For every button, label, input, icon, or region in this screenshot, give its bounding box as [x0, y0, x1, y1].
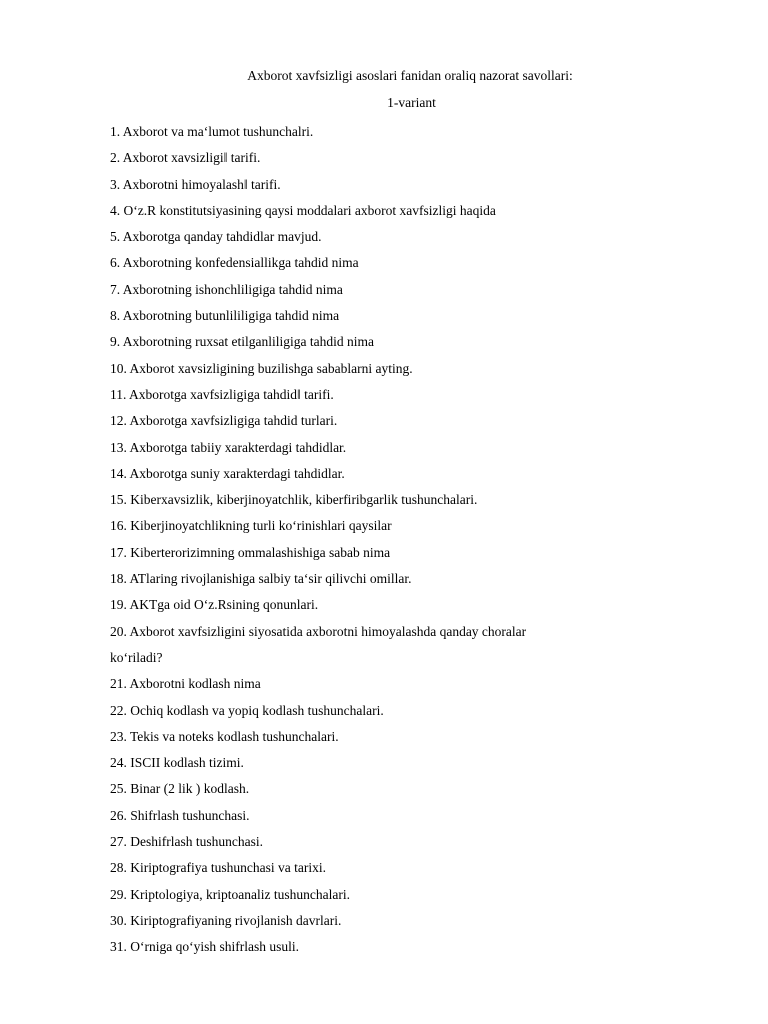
- question-item: 25. Binar (2 lik ) kodlash.: [110, 781, 250, 797]
- question-item: 18. ATlaring rivojlanishiga salbiy ta‘sir qilivchi omillar.: [110, 571, 412, 587]
- question-item: 24. ISCII kodlash tizimi.: [110, 755, 244, 771]
- question-item: 15. Kiberxavsizlik, kiberjinoyatchlik, kiberfiribgarlik tushunchalari.: [110, 492, 478, 508]
- question-item: 6. Axborotning konfedensiallikga tahdid nima: [110, 255, 359, 271]
- question-item: 20. Axborot xavfsizligini siyosatida axborotni himoyalashda qanday choralar: [110, 623, 527, 639]
- question-item: 23. Tekis va noteks kodlash tushunchalari.: [110, 728, 339, 744]
- question-list: [110, 119, 670, 961]
- question-item: 22. Ochiq kodlash va yopiq kodlash tushunchalari.: [110, 702, 384, 718]
- question-item: 16. Kiberjinoyatchlikning turli ko‘rinishlari qaysilar: [110, 518, 392, 534]
- question-item: 13. Axborotga tabiiy xarakterdagi tahdidlar.: [110, 439, 347, 455]
- question-item: 30. Kiriptografiyaning rivojlanish davrlari.: [110, 912, 342, 928]
- question-item: 11. Axborotga xavfsizligiga tahdid‖ tarifi.: [110, 386, 334, 402]
- question-item: 12. Axborotga xavfsizligiga tahdid turlari.: [110, 413, 338, 429]
- question-item: 14. Axborotga suniy xarakterdagi tahdidlar.: [110, 465, 345, 481]
- question-item: 5. Axborotga qanday tahdidlar mavjud.: [110, 229, 322, 245]
- question-item-continuation: ko‘riladi?: [110, 649, 163, 665]
- question-item: 29. Kriptologiya, kriptoanaliz tushunchalari.: [110, 886, 350, 902]
- question-item: 27. Deshifrlash tushunchasi.: [110, 834, 263, 850]
- question-item: 1. Axborot va ma‘lumot tushunchalri.: [110, 124, 314, 139]
- question-item: 28. Kiriptografiya tushunchasi va tarixi.: [110, 860, 326, 876]
- document-title: Axborot xavfsizligi asoslari fanidan oraliq nazorat savollari:: [247, 68, 573, 83]
- question-item: 2. Axborot xavsizligi‖ tarifi.: [110, 150, 261, 166]
- question-item: 3. Axborotni himoyalash‖ tarifi.: [110, 176, 281, 192]
- question-item: 8. Axborotning butunlililigiga tahdid nima: [110, 308, 340, 324]
- question-item: 19. AKTga oid O‘z.Rsining qonunlari.: [110, 597, 319, 613]
- question-item: 7. Axborotning ishonchliligiga tahdid nima: [110, 281, 343, 297]
- question-item: 31. O‘rniga qo‘yish shifrlash usuli.: [110, 939, 299, 955]
- question-item: 17. Kiberterorizimning ommalashishiga sabab nima: [110, 544, 391, 560]
- variant-label: 1-variant: [387, 95, 436, 110]
- question-item: 21. Axborotni kodlash nima: [110, 676, 261, 692]
- question-item: 26. Shifrlash tushunchasi.: [110, 807, 250, 823]
- question-item: 4. O‘z.R konstitutsiyasining qaysi moddalari axborot xavfsizligi haqida: [110, 202, 496, 218]
- question-item: 10. Axborot xavsizligining buzilishga sabablarni ayting.: [110, 360, 413, 376]
- question-item: 9. Axborotning ruxsat etilganliligiga tahdid nima: [110, 334, 374, 350]
